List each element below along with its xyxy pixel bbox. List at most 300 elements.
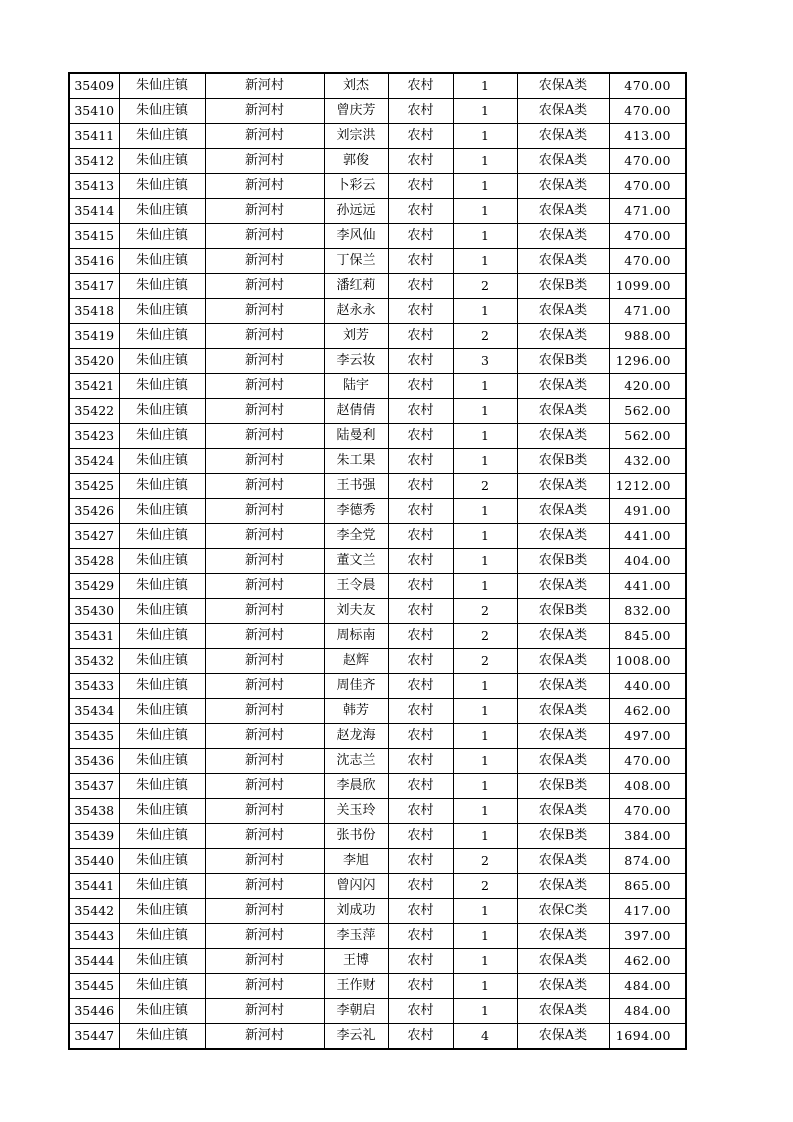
town-cell: 朱仙庄镇 [119,674,205,699]
table-row [69,949,686,974]
record-id: 35422 [69,399,119,424]
name-cell: 朱工果 [324,449,388,474]
town-cell: 朱仙庄镇 [119,549,205,574]
town-cell: 朱仙庄镇 [119,924,205,949]
table-row [69,124,686,149]
name-cell: 郭俊 [324,149,388,174]
town-cell: 朱仙庄镇 [119,599,205,624]
village-cell: 新河村 [205,474,324,499]
village-cell: 新河村 [205,974,324,999]
town-cell: 朱仙庄镇 [119,849,205,874]
table-row [69,774,686,799]
area-cell: 农村 [388,174,453,199]
insurance-type-cell: 农保B类 [517,599,609,624]
name-cell: 周标南 [324,624,388,649]
amount-cell: 470.00 [609,99,686,124]
household-size-cell: 1 [453,749,517,774]
town-cell: 朱仙庄镇 [119,724,205,749]
table-row [69,249,686,274]
household-size-cell: 1 [453,224,517,249]
amount-cell: 397.00 [609,924,686,949]
area-cell: 农村 [388,749,453,774]
village-cell: 新河村 [205,224,324,249]
name-cell: 赵辉 [324,649,388,674]
village-cell: 新河村 [205,124,324,149]
table-row [69,999,686,1024]
record-id: 35429 [69,574,119,599]
village-cell: 新河村 [205,924,324,949]
household-size-cell: 1 [453,199,517,224]
insurance-type-cell: 农保A类 [517,674,609,699]
area-cell: 农村 [388,499,453,524]
village-cell: 新河村 [205,174,324,199]
household-size-cell: 1 [453,924,517,949]
insurance-type-cell: 农保A类 [517,799,609,824]
town-cell: 朱仙庄镇 [119,224,205,249]
amount-cell: 470.00 [609,224,686,249]
area-cell: 农村 [388,73,453,99]
amount-cell: 440.00 [609,674,686,699]
amount-cell: 462.00 [609,699,686,724]
name-cell: 董文兰 [324,549,388,574]
table-row [69,849,686,874]
village-cell: 新河村 [205,999,324,1024]
village-cell: 新河村 [205,899,324,924]
insurance-type-cell: 农保A类 [517,499,609,524]
name-cell: 沈志兰 [324,749,388,774]
record-id: 35415 [69,224,119,249]
amount-cell: 562.00 [609,399,686,424]
insurance-type-cell: 农保B类 [517,549,609,574]
household-size-cell: 2 [453,274,517,299]
record-id: 35436 [69,749,119,774]
insurance-type-cell: 农保A类 [517,249,609,274]
record-id: 35410 [69,99,119,124]
household-size-cell: 2 [453,324,517,349]
town-cell: 朱仙庄镇 [119,774,205,799]
table-row [69,549,686,574]
name-cell: 丁保兰 [324,249,388,274]
record-id: 35435 [69,724,119,749]
name-cell: 潘红莉 [324,274,388,299]
insurance-type-cell: 农保A类 [517,99,609,124]
town-cell: 朱仙庄镇 [119,374,205,399]
village-cell: 新河村 [205,674,324,699]
area-cell: 农村 [388,124,453,149]
record-id: 35409 [69,73,119,99]
town-cell: 朱仙庄镇 [119,874,205,899]
name-cell: 张书份 [324,824,388,849]
amount-cell: 417.00 [609,899,686,924]
record-id: 35430 [69,599,119,624]
area-cell: 农村 [388,849,453,874]
table-row [69,499,686,524]
household-size-cell: 1 [453,174,517,199]
area-cell: 农村 [388,599,453,624]
area-cell: 农村 [388,649,453,674]
village-cell: 新河村 [205,349,324,374]
village-cell: 新河村 [205,749,324,774]
insurance-type-cell: 农保A类 [517,999,609,1024]
record-id: 35432 [69,649,119,674]
insurance-type-cell: 农保A类 [517,174,609,199]
insurance-type-cell: 农保A类 [517,474,609,499]
table-row [69,299,686,324]
record-id: 35443 [69,924,119,949]
town-cell: 朱仙庄镇 [119,999,205,1024]
name-cell: 关玉玲 [324,799,388,824]
household-size-cell: 1 [453,399,517,424]
area-cell: 农村 [388,999,453,1024]
village-cell: 新河村 [205,774,324,799]
record-id: 35433 [69,674,119,699]
village-cell: 新河村 [205,274,324,299]
name-cell: 刘芳 [324,324,388,349]
amount-cell: 845.00 [609,624,686,649]
name-cell: 李玉萍 [324,924,388,949]
village-cell: 新河村 [205,849,324,874]
record-id: 35413 [69,174,119,199]
village-cell: 新河村 [205,799,324,824]
amount-cell: 484.00 [609,974,686,999]
village-cell: 新河村 [205,149,324,174]
record-id: 35416 [69,249,119,274]
table-row [69,974,686,999]
record-id: 35424 [69,449,119,474]
insurance-type-cell: 农保A类 [517,649,609,674]
table-row [69,799,686,824]
household-size-cell: 1 [453,374,517,399]
household-size-cell: 1 [453,974,517,999]
area-cell: 农村 [388,524,453,549]
village-cell: 新河村 [205,299,324,324]
household-size-cell: 1 [453,149,517,174]
amount-cell: 484.00 [609,999,686,1024]
record-id: 35425 [69,474,119,499]
town-cell: 朱仙庄镇 [119,1024,205,1050]
area-cell: 农村 [388,99,453,124]
name-cell: 王作财 [324,974,388,999]
record-id: 35438 [69,799,119,824]
area-cell: 农村 [388,299,453,324]
insurance-type-cell: 农保A类 [517,524,609,549]
amount-cell: 471.00 [609,299,686,324]
insurance-type-cell: 农保A类 [517,399,609,424]
village-cell: 新河村 [205,574,324,599]
name-cell: 李风仙 [324,224,388,249]
name-cell: 周佳齐 [324,674,388,699]
village-cell: 新河村 [205,824,324,849]
amount-cell: 1296.00 [609,349,686,374]
amount-cell: 1212.00 [609,474,686,499]
table-row [69,149,686,174]
name-cell: 刘宗洪 [324,124,388,149]
area-cell: 农村 [388,424,453,449]
name-cell: 曾庆芳 [324,99,388,124]
town-cell: 朱仙庄镇 [119,574,205,599]
area-cell: 农村 [388,974,453,999]
name-cell: 李云礼 [324,1024,388,1050]
record-id: 35441 [69,874,119,899]
name-cell: 李旭 [324,849,388,874]
insurance-type-cell: 农保A类 [517,624,609,649]
household-size-cell: 1 [453,124,517,149]
insurance-type-cell: 农保B类 [517,824,609,849]
table-row [69,349,686,374]
household-size-cell: 4 [453,1024,517,1050]
amount-cell: 865.00 [609,874,686,899]
area-cell: 农村 [388,774,453,799]
insurance-type-cell: 农保A类 [517,849,609,874]
amount-cell: 384.00 [609,824,686,849]
table-row [69,599,686,624]
village-cell: 新河村 [205,699,324,724]
amount-cell: 441.00 [609,524,686,549]
village-cell: 新河村 [205,73,324,99]
town-cell: 朱仙庄镇 [119,799,205,824]
area-cell: 农村 [388,374,453,399]
table-row [69,449,686,474]
household-size-cell: 1 [453,524,517,549]
table-row [69,424,686,449]
town-cell: 朱仙庄镇 [119,149,205,174]
amount-cell: 462.00 [609,949,686,974]
record-id: 35427 [69,524,119,549]
village-cell: 新河村 [205,249,324,274]
household-size-cell: 1 [453,674,517,699]
village-cell: 新河村 [205,424,324,449]
village-cell: 新河村 [205,374,324,399]
village-cell: 新河村 [205,399,324,424]
village-cell: 新河村 [205,524,324,549]
area-cell: 农村 [388,624,453,649]
name-cell: 陆曼利 [324,424,388,449]
town-cell: 朱仙庄镇 [119,899,205,924]
amount-cell: 491.00 [609,499,686,524]
table-row [69,73,686,99]
insurance-type-cell: 农保A类 [517,324,609,349]
table-row [69,899,686,924]
area-cell: 农村 [388,149,453,174]
record-id: 35444 [69,949,119,974]
village-cell: 新河村 [205,324,324,349]
name-cell: 李德秀 [324,499,388,524]
amount-cell: 413.00 [609,124,686,149]
area-cell: 农村 [388,799,453,824]
town-cell: 朱仙庄镇 [119,324,205,349]
area-cell: 农村 [388,924,453,949]
household-size-cell: 1 [453,449,517,474]
household-size-cell: 1 [453,99,517,124]
area-cell: 农村 [388,699,453,724]
household-size-cell: 1 [453,774,517,799]
household-size-cell: 1 [453,574,517,599]
name-cell: 李全党 [324,524,388,549]
amount-cell: 470.00 [609,149,686,174]
area-cell: 农村 [388,349,453,374]
household-size-cell: 1 [453,299,517,324]
village-cell: 新河村 [205,99,324,124]
record-id: 35412 [69,149,119,174]
table-row [69,699,686,724]
record-id: 35426 [69,499,119,524]
household-size-cell: 1 [453,549,517,574]
town-cell: 朱仙庄镇 [119,649,205,674]
area-cell: 农村 [388,199,453,224]
records-body [69,73,686,1049]
amount-cell: 470.00 [609,73,686,99]
name-cell: 赵永永 [324,299,388,324]
name-cell: 刘杰 [324,73,388,99]
household-size-cell: 1 [453,699,517,724]
insurance-type-cell: 农保A类 [517,424,609,449]
amount-cell: 441.00 [609,574,686,599]
household-size-cell: 2 [453,599,517,624]
household-size-cell: 2 [453,874,517,899]
amount-cell: 562.00 [609,424,686,449]
record-id: 35446 [69,999,119,1024]
village-cell: 新河村 [205,1024,324,1050]
record-id: 35434 [69,699,119,724]
household-size-cell: 1 [453,999,517,1024]
records-table [68,72,687,1050]
town-cell: 朱仙庄镇 [119,199,205,224]
table-row [69,574,686,599]
insurance-type-cell: 农保A类 [517,149,609,174]
household-size-cell: 1 [453,824,517,849]
record-id: 35437 [69,774,119,799]
area-cell: 农村 [388,399,453,424]
insurance-type-cell: 农保A类 [517,574,609,599]
name-cell: 李朝启 [324,999,388,1024]
area-cell: 农村 [388,724,453,749]
amount-cell: 470.00 [609,174,686,199]
amount-cell: 832.00 [609,599,686,624]
area-cell: 农村 [388,574,453,599]
insurance-type-cell: 农保A类 [517,1024,609,1050]
area-cell: 农村 [388,1024,453,1050]
record-id: 35423 [69,424,119,449]
village-cell: 新河村 [205,624,324,649]
town-cell: 朱仙庄镇 [119,73,205,99]
amount-cell: 497.00 [609,724,686,749]
table-row [69,749,686,774]
insurance-type-cell: 农保B类 [517,274,609,299]
insurance-type-cell: 农保A类 [517,874,609,899]
insurance-type-cell: 农保A类 [517,224,609,249]
table-row [69,624,686,649]
amount-cell: 408.00 [609,774,686,799]
insurance-type-cell: 农保B类 [517,774,609,799]
record-id: 35440 [69,849,119,874]
amount-cell: 470.00 [609,749,686,774]
amount-cell: 404.00 [609,549,686,574]
record-id: 35419 [69,324,119,349]
household-size-cell: 1 [453,899,517,924]
town-cell: 朱仙庄镇 [119,499,205,524]
table-row [69,374,686,399]
amount-cell: 470.00 [609,249,686,274]
household-size-cell: 1 [453,73,517,99]
table-row [69,474,686,499]
town-cell: 朱仙庄镇 [119,274,205,299]
insurance-type-cell: 农保A类 [517,374,609,399]
amount-cell: 1099.00 [609,274,686,299]
table-row [69,824,686,849]
town-cell: 朱仙庄镇 [119,624,205,649]
village-cell: 新河村 [205,499,324,524]
town-cell: 朱仙庄镇 [119,99,205,124]
village-cell: 新河村 [205,199,324,224]
record-id: 35442 [69,899,119,924]
table-row [69,874,686,899]
amount-cell: 432.00 [609,449,686,474]
amount-cell: 1694.00 [609,1024,686,1050]
name-cell: 孙远远 [324,199,388,224]
amount-cell: 874.00 [609,849,686,874]
area-cell: 农村 [388,474,453,499]
household-size-cell: 1 [453,724,517,749]
table-row [69,324,686,349]
village-cell: 新河村 [205,949,324,974]
name-cell: 刘夫友 [324,599,388,624]
village-cell: 新河村 [205,874,324,899]
insurance-type-cell: 农保A类 [517,924,609,949]
table-row [69,724,686,749]
insurance-type-cell: 农保A类 [517,73,609,99]
town-cell: 朱仙庄镇 [119,524,205,549]
village-cell: 新河村 [205,549,324,574]
area-cell: 农村 [388,549,453,574]
town-cell: 朱仙庄镇 [119,299,205,324]
area-cell: 农村 [388,899,453,924]
village-cell: 新河村 [205,449,324,474]
table-row [69,274,686,299]
table-row [69,399,686,424]
record-id: 35421 [69,374,119,399]
table-row [69,924,686,949]
record-id: 35428 [69,549,119,574]
household-size-cell: 3 [453,349,517,374]
name-cell: 陆宇 [324,374,388,399]
town-cell: 朱仙庄镇 [119,174,205,199]
area-cell: 农村 [388,274,453,299]
name-cell: 王书强 [324,474,388,499]
table-row [69,199,686,224]
name-cell: 王博 [324,949,388,974]
town-cell: 朱仙庄镇 [119,749,205,774]
insurance-type-cell: 农保A类 [517,749,609,774]
town-cell: 朱仙庄镇 [119,399,205,424]
household-size-cell: 2 [453,849,517,874]
table-row [69,649,686,674]
name-cell: 曾闪闪 [324,874,388,899]
amount-cell: 470.00 [609,799,686,824]
amount-cell: 471.00 [609,199,686,224]
household-size-cell: 2 [453,474,517,499]
name-cell: 赵倩倩 [324,399,388,424]
name-cell: 李云妆 [324,349,388,374]
household-size-cell: 2 [453,624,517,649]
household-size-cell: 1 [453,499,517,524]
household-size-cell: 1 [453,949,517,974]
insurance-type-cell: 农保A类 [517,949,609,974]
record-id: 35445 [69,974,119,999]
town-cell: 朱仙庄镇 [119,449,205,474]
insurance-type-cell: 农保C类 [517,899,609,924]
town-cell: 朱仙庄镇 [119,824,205,849]
name-cell: 王令晨 [324,574,388,599]
